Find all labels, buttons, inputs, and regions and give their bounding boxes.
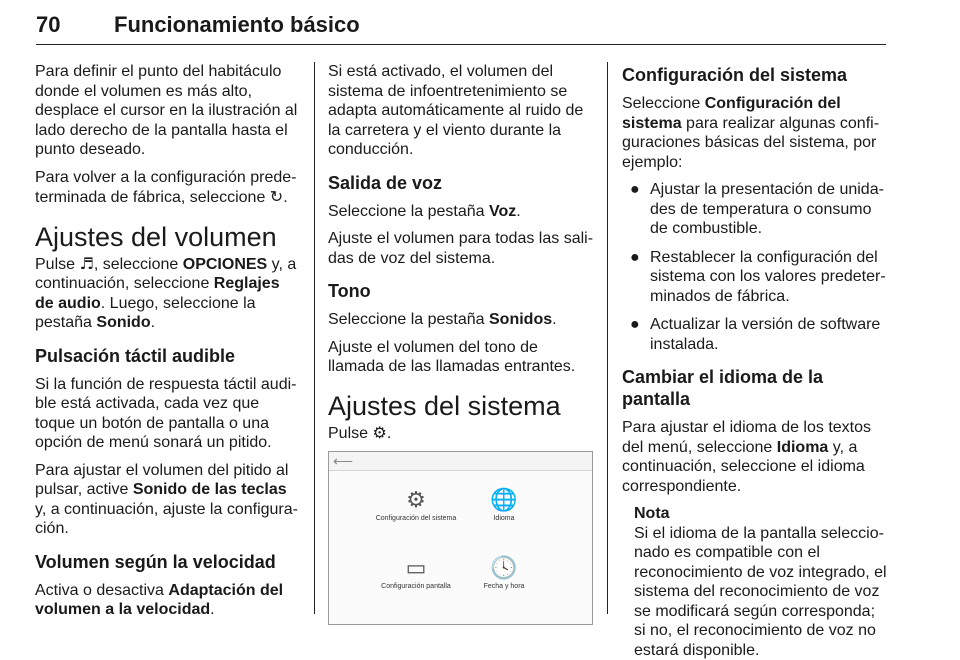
settings-icon: ⚙ — [372, 423, 386, 442]
paragraph: Para volver a la configuración predeterminada de fábrica, seleccione ↻. — [35, 168, 301, 208]
tile-fecha-hora[interactable]: 🕓 Fecha y hora — [459, 554, 549, 591]
back-arrow-icon[interactable]: ⟵ — [333, 453, 353, 469]
tile-configuracion-pantalla[interactable]: ▭ Configuración pantalla — [371, 554, 461, 591]
paragraph: Pulse ⚙. — [328, 423, 596, 444]
language-icon: 🌐 — [459, 486, 549, 514]
list-item: ● Actualizar la versión de software instalada. — [622, 315, 888, 354]
gear-icon: ⚙ — [371, 486, 461, 514]
music-note-icon: ♬ — [79, 254, 93, 273]
page-header — [36, 10, 886, 45]
reset-icon: ↻ — [270, 187, 283, 206]
section-title: Funcionamiento básico — [114, 12, 360, 38]
column-3 — [622, 62, 888, 660]
screen-top-bar — [329, 452, 592, 471]
paragraph: Para definir el punto del habitáculo donde el volumen es más alto, desplace el cursor en la ilustración al lado derecho de la pantalla hasta el punto deseado. — [35, 62, 301, 160]
heading-configuracion-sistema: Configuración del sistema — [622, 64, 888, 86]
paragraph: Para ajustar el idioma de los textos del menú, seleccione Idioma y, a continuación, seleccione el idioma correspondiente. — [622, 418, 888, 496]
paragraph: Ajuste el volumen del tono de llamada de las llamadas entrantes. — [328, 338, 596, 377]
clock-icon: 🕓 — [459, 554, 549, 582]
tile-idioma[interactable]: 🌐 Idioma — [459, 486, 549, 523]
note-title: Nota — [634, 504, 888, 524]
heading-velocidad: Volumen según la velocidad — [35, 551, 301, 573]
paragraph: Seleccione la pestaña Voz. — [328, 202, 596, 222]
paragraph: Si está activado, el volumen del sistema de infoentretenimiento se adapta automáticamente al ruido de la carretera y el viento durante la conducción. — [328, 62, 596, 160]
paragraph: Activa o desactiva Adaptación del volumen a la velocidad. — [35, 581, 301, 620]
paragraph: Seleccione la pestaña Sonidos. — [328, 310, 596, 330]
paragraph: Si la función de respuesta táctil audible está activada, cada vez que toque un botón de pantalla o una opción de menú sonará un pitido. — [35, 375, 301, 453]
heading-pulsacion: Pulsación táctil audible — [35, 345, 301, 367]
heading-tono: Tono — [328, 280, 596, 302]
paragraph: Para ajustar el volumen del pitido al pulsar, active Sonido de las teclas y, a continuación, ajuste la configuración. — [35, 461, 301, 539]
list-item: ● Restablecer la configuración del sistema con los valores predeterminados de fábrica. — [622, 248, 888, 307]
system-settings-screen — [328, 451, 593, 625]
paragraph: Seleccione Configuración del sistema para realizar algunas configuraciones básicas del sistema, por ejemplo: — [622, 94, 888, 172]
column-1 — [35, 62, 301, 628]
heading-salida-voz: Salida de voz — [328, 172, 596, 194]
column-divider — [607, 62, 608, 614]
paragraph: Ajuste el volumen para todas las salidas de voz del sistema. — [328, 229, 596, 268]
column-divider — [314, 62, 315, 614]
heading-cambiar-idioma: Cambiar el idioma de la pantalla — [622, 366, 888, 410]
display-icon: ▭ — [371, 554, 461, 582]
bullet-list — [622, 180, 888, 354]
heading-ajustes-sistema: Ajustes del sistema — [328, 391, 596, 421]
paragraph: Pulse ♬, seleccione OPCIONES y, a continuación, seleccione Reglajes de audio. Luego, seleccione la pestaña Sonido. — [35, 254, 301, 333]
column-2 — [328, 62, 596, 625]
note-text: Si el idioma de la pantalla seleccionado es compatible con el reconocimiento de voz integrado, el sistema del reconocimiento de voz se modificará según corresponda; si no, el reconocimiento de voz no estará disponible. — [634, 524, 888, 660]
page-number: 70 — [36, 12, 60, 38]
note-box — [622, 504, 888, 660]
heading-ajustes-volumen: Ajustes del volumen — [35, 222, 301, 252]
list-item: ● Ajustar la presentación de unidades de temperatura o consumo de combustible. — [622, 180, 888, 239]
tile-configuracion-sistema[interactable]: ⚙ Configuración del sistema — [371, 486, 461, 523]
